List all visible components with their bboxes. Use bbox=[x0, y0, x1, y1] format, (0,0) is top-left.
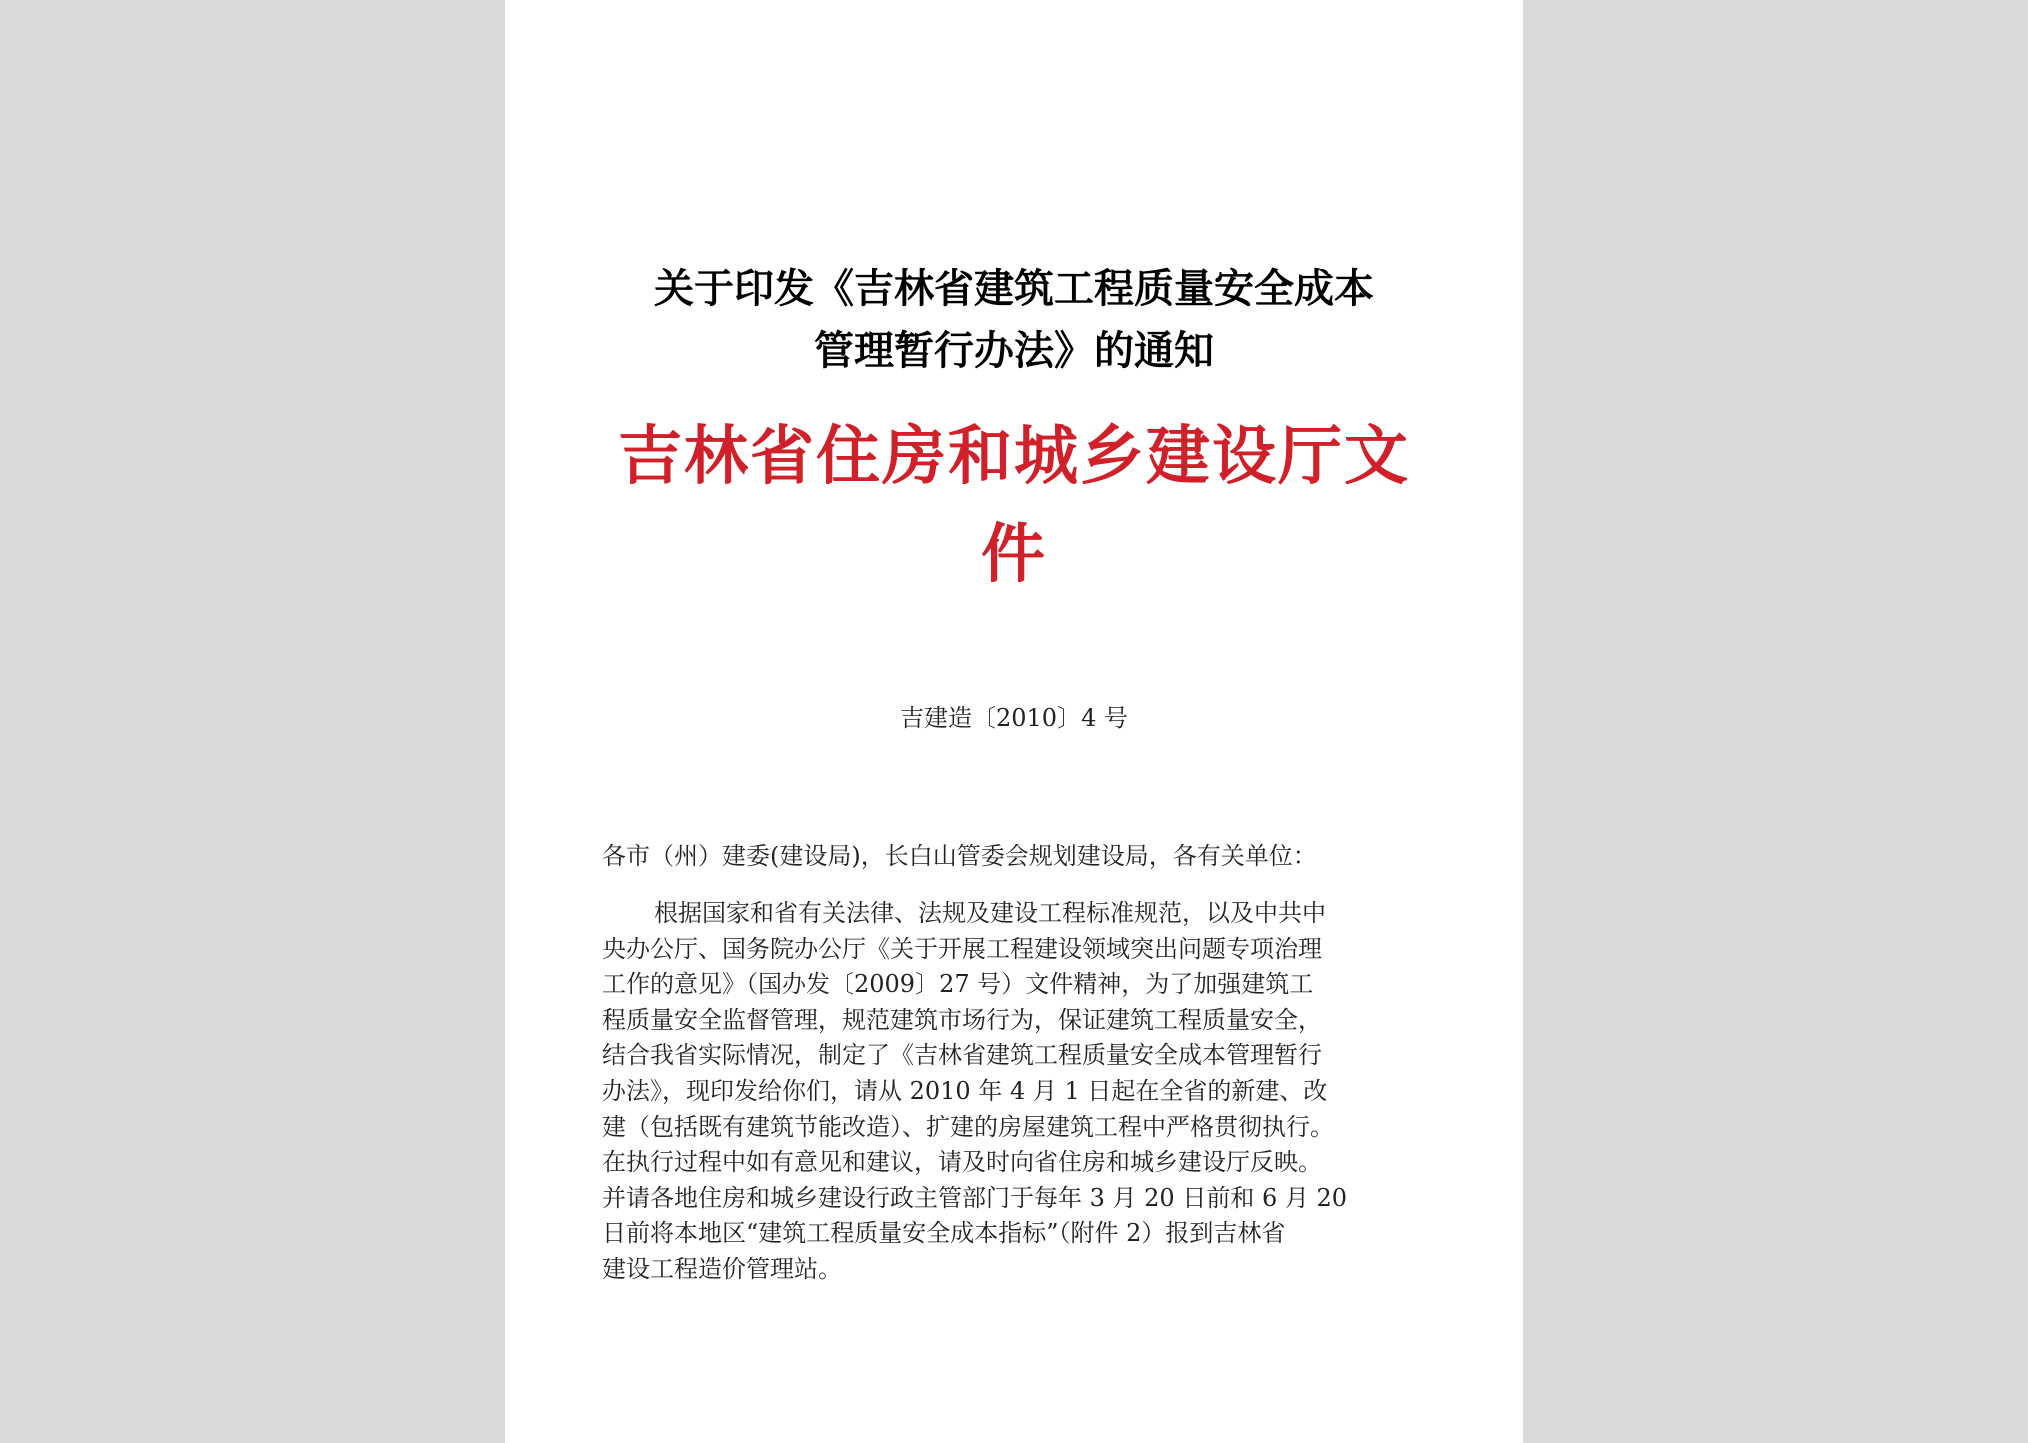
body-line: 并请各地住房和城乡建设行政主管部门于每年 3 月 20 日前和 6 月 20 bbox=[602, 1183, 1348, 1212]
body-line: 建（包括既有建筑节能改造）、扩建的房屋建筑工程中严格贯彻执行。 bbox=[602, 1112, 1334, 1141]
body-line: 央办公厅、国务院办公厅《关于开展工程建设领域突出问题专项治理 bbox=[602, 934, 1322, 963]
salutation: 各市（州）建委(建设局)，长白山管委会规划建设局，各有关单位： bbox=[602, 842, 1317, 870]
issuing-authority-line: 件 bbox=[981, 517, 1047, 592]
issuing-authority-line: 吉林省住房和城乡建设厅文 bbox=[618, 419, 1410, 494]
notice-title-line: 关于印发《吉林省建筑工程质量安全成本 bbox=[654, 265, 1374, 312]
body-line: 办法》，现印发给你们，请从 2010 年 4 月 1 日起在全省的新建、改 bbox=[602, 1076, 1328, 1105]
document-number: 吉建造〔2010〕4 号 bbox=[900, 704, 1128, 732]
body-line: 在执行过程中如有意见和建议，请及时向省住房和城乡建设厅反映。 bbox=[602, 1148, 1322, 1177]
body-line: 日前将本地区“建筑工程质量安全成本指标”（附件 2）报到吉林省 bbox=[602, 1219, 1286, 1248]
body-line: 工作的意见》（国办发〔2009〕27 号）文件精神，为了加强建筑工 bbox=[602, 970, 1314, 999]
body-line: 根据国家和省有关法律、法规及建设工程标准规范，以及中共中 bbox=[654, 899, 1326, 927]
notice-title bbox=[565, 258, 1463, 382]
body-line: 结合我省实际情况，制定了《吉林省建筑工程质量安全成本管理暂行 bbox=[602, 1041, 1322, 1070]
document-page bbox=[505, 0, 1523, 1443]
notice-title-line: 管理暂行办法》的通知 bbox=[814, 327, 1214, 374]
body-line: 建设工程造价管理站。 bbox=[602, 1254, 842, 1283]
body-line: 程质量安全监督管理，规范建筑市场行为，保证建筑工程质量安全， bbox=[602, 1005, 1322, 1034]
issuing-authority-header bbox=[565, 408, 1463, 604]
body-paragraph bbox=[602, 896, 1482, 1288]
